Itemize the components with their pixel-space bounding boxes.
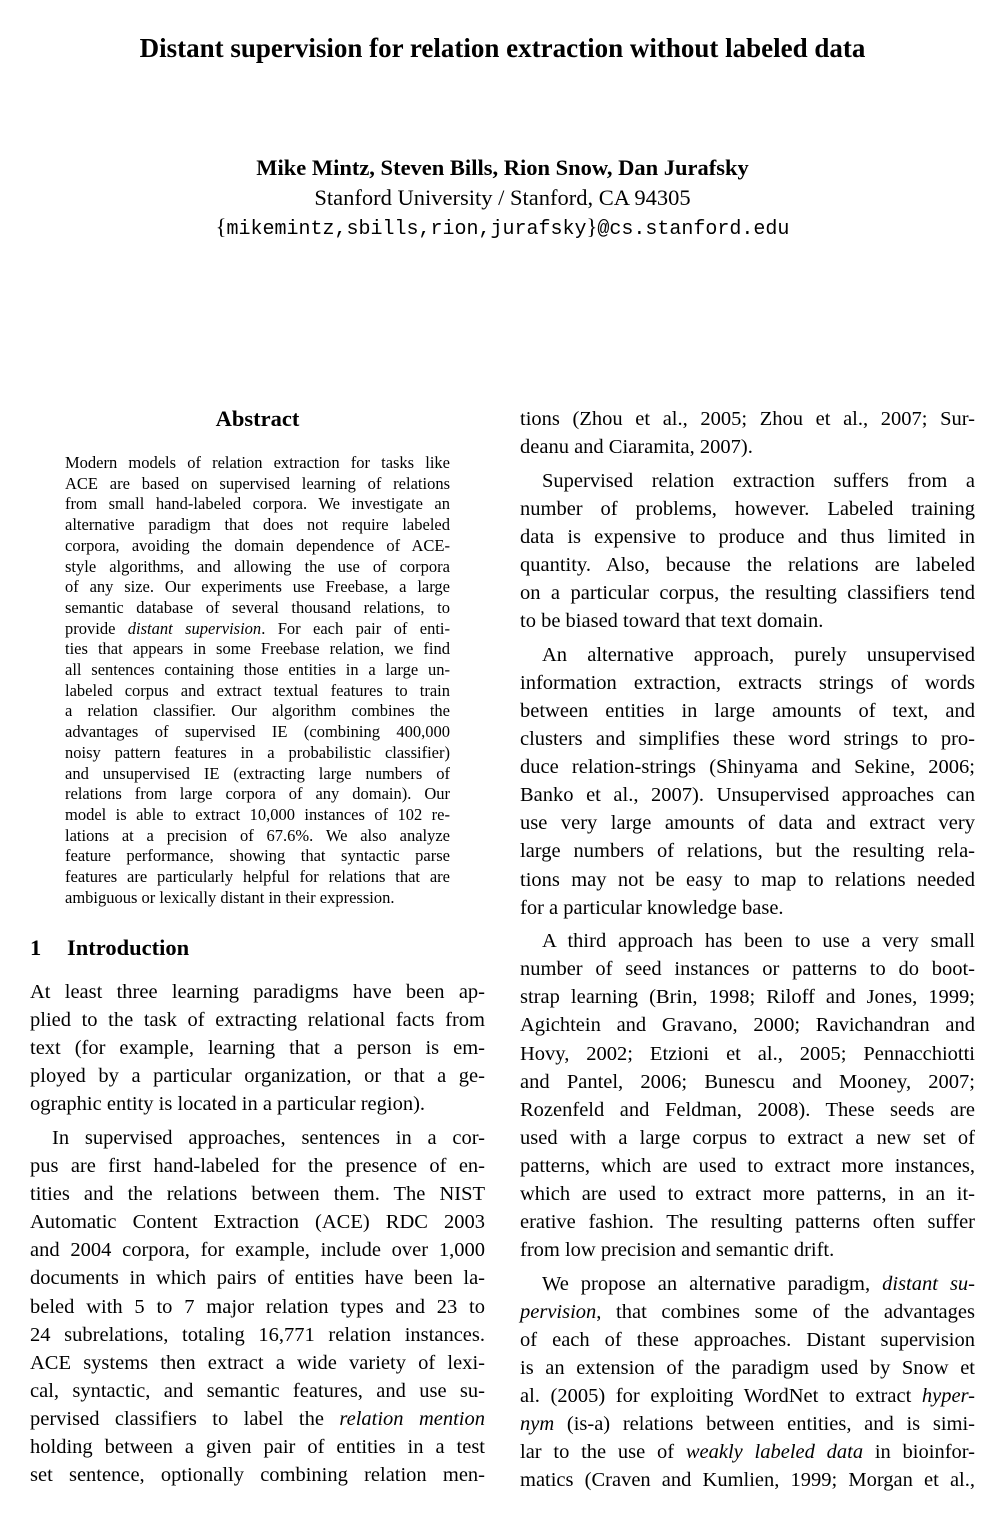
text-line: which are used to extract more patterns, in an it-: [520, 1183, 975, 1206]
abstract-line: provide distant supervision. For each pair of enti-: [65, 618, 450, 638]
text-line: holding between a given pair of entities in a test: [30, 1436, 485, 1458]
text-line: ographic entity is located in a particular region).: [30, 1093, 426, 1116]
right-column-text: [520, 405, 975, 1495]
abstract-line: alternative paradigm that does not require labeled: [65, 515, 450, 535]
abstract-line: from small hand-labeled corpora. We investigate an: [65, 494, 450, 514]
paragraph: [520, 641, 975, 922]
section-title: Introduction: [67, 935, 190, 960]
abstract-line: all sentences containing those entities in a large un-: [65, 660, 450, 680]
email-domain: @cs.stanford.edu: [597, 218, 790, 241]
text-line: and Pantel, 2006; Bunescu and Mooney, 2007;: [520, 1070, 975, 1093]
text-line: ACE systems then extract a wide variety of lexi-: [30, 1351, 485, 1374]
text-line: al. (2005) for exploiting WordNet to extract hyper-: [520, 1385, 975, 1408]
text-line: patterns, which are used to extract more instances,: [520, 1154, 975, 1177]
email-brace-open: {: [215, 214, 227, 239]
abstract-line: ties that appears in some Freebase relation, we find: [65, 639, 450, 659]
author-emails: [0, 212, 1005, 245]
text-line: is an extension of the paradigm used by Snow et: [520, 1357, 975, 1380]
abstract-line: model is able to extract 10,000 instances of 102 re-: [65, 804, 450, 824]
text-line: and 2004 corpora, for example, include over 1,000: [30, 1239, 485, 1262]
text-line: clusters and simplifies these word strings to pro-: [520, 728, 975, 751]
text-line: documents in which pairs of entities have been la-: [30, 1267, 485, 1290]
text-line: lar to the use of weakly labeled data in bioinfor-: [520, 1441, 976, 1464]
text-line: Hovy, 2002; Etzioni et al., 2005; Pennacchiotti: [520, 1042, 975, 1065]
text-line: We propose an alternative paradigm, distant su-: [542, 1272, 975, 1295]
abstract-line: Modern models of relation extraction for tasks like: [65, 453, 450, 472]
paragraph: [520, 467, 975, 636]
text-line: text (for example, learning that a person is em-: [30, 1037, 485, 1060]
text-line: large numbers of relations, but the resulting rela-: [520, 840, 975, 863]
text-line: pervised classifiers to label the relation mention: [30, 1407, 485, 1430]
abstract-line: and unsupervised IE (extracting large numbers of: [65, 763, 450, 783]
abstract-line: labeled corpus and extract textual features to train: [65, 680, 450, 700]
text-line: data is expensive to produce and thus limited in: [520, 525, 975, 548]
text-line: In supervised approaches, sentences in a cor-: [52, 1126, 485, 1149]
abstract-line: semantic database of several thousand relations, to: [65, 597, 450, 617]
text-line: Automatic Content Extraction (ACE) RDC 2003: [30, 1211, 485, 1234]
paragraph: [30, 1124, 485, 1489]
email-usernames: mikemintz,sbills,rion,jurafsky: [226, 218, 587, 241]
abstract-line: ambiguous or lexically distant in their expression.: [65, 887, 395, 907]
section-number: 1: [30, 935, 42, 960]
text-line: information extraction, extracts strings of words: [520, 671, 975, 694]
abstract-line: feature performance, showing that syntactic parse: [65, 846, 450, 866]
abstract-line: relations from large corpora of any domain). Our: [65, 784, 450, 804]
paragraph: [520, 1270, 975, 1495]
abstract-line: features are particularly helpful for relations that are: [65, 867, 450, 887]
text-line: ployed by a particular organization, or that a ge-: [30, 1065, 485, 1088]
abstract-body: [65, 453, 450, 908]
abstract-line: of any size. Our experiments use Freebase, a large: [65, 577, 450, 597]
left-column-text: [30, 978, 485, 1489]
text-line: matics (Craven and Kumlien, 1999; Morgan et al.,: [520, 1469, 975, 1492]
text-line: cal, syntactic, and semantic features, and use su-: [30, 1379, 485, 1402]
text-line: between entities in large amounts of text, and: [520, 699, 975, 722]
text-line: used with a large corpus to extract a new set of: [520, 1126, 975, 1149]
text-line: At least three learning paradigms have been ap-: [30, 981, 485, 1003]
text-line: plied to the task of extracting relational facts from: [30, 1009, 485, 1032]
text-line: Supervised relation extraction suffers from a: [542, 469, 975, 492]
paragraph: [520, 927, 975, 1264]
text-line: to be biased toward that text domain.: [520, 610, 824, 633]
text-line: tions (Zhou et al., 2005; Zhou et al., 2007; Sur-: [520, 408, 975, 430]
paragraph: [520, 405, 975, 461]
affiliation: Stanford University / Stanford, CA 94305: [314, 185, 691, 210]
text-line: erative fashion. The resulting patterns often suffer: [520, 1211, 975, 1234]
abstract-heading: Abstract: [215, 406, 300, 431]
text-line: use very large amounts of data and extract very: [520, 812, 975, 835]
text-line: 24 subrelations, totaling 16,771 relation instances.: [30, 1323, 485, 1346]
text-line: An alternative approach, purely unsupervised: [542, 643, 975, 666]
text-line: beled with 5 to 7 major relation types and 23 to: [30, 1295, 485, 1318]
abstract-line: noisy pattern features in a probabilistic classifier): [65, 742, 450, 762]
abstract-line: corpora, avoiding the domain dependence of ACE-: [65, 535, 450, 555]
abstract-line: a relation classifier. Our algorithm combines the: [65, 701, 450, 721]
text-line: set sentence, optionally combining relation men-: [30, 1464, 485, 1487]
text-line: pervision, that combines some of the advantages: [520, 1300, 975, 1323]
text-line: Rozenfeld and Feldman, 2008). These seeds are: [520, 1098, 975, 1121]
text-line: deanu and Ciaramita, 2007).: [520, 436, 753, 459]
abstract-line: ACE are based on supervised learning of relations: [65, 473, 450, 493]
abstract-line: lations at a precision of 67.6%. We also analyze: [65, 825, 450, 845]
text-line: on a particular corpus, the resulting classifiers tend: [520, 582, 975, 605]
text-line: A third approach has been to use a very small: [542, 930, 975, 953]
email-brace-close: }: [586, 214, 598, 239]
text-line: number of seed instances or patterns to do boot-: [520, 958, 975, 981]
text-line: Agichtein and Gravano, 2000; Ravichandran and: [520, 1014, 975, 1037]
author-list: Mike Mintz, Steven Bills, Rion Snow, Dan Jurafsky: [256, 155, 749, 180]
paragraph: [30, 978, 485, 1118]
text-line: duce relation-strings (Shinyama and Sekine, 2006;: [520, 756, 975, 779]
text-line: tions may not be easy to map to relations needed: [520, 868, 975, 891]
text-line: Banko et al., 2007). Unsupervised approaches can: [520, 784, 975, 807]
abstract-line: style algorithms, and allowing the use of corpora: [65, 556, 450, 576]
paper-title: Distant supervision for relation extraction without labeled data: [139, 33, 866, 63]
text-line: of each of these approaches. Distant supervision: [520, 1329, 975, 1351]
text-line: tities and the relations between them. The NIST: [30, 1183, 485, 1206]
abstract-line: advantages of supervised IE (combining 400,000: [65, 722, 450, 742]
text-line: nym (is-a) relations between entities, and is simi-: [520, 1413, 975, 1436]
text-line: number of problems, however. Labeled training: [520, 497, 975, 520]
text-line: from low precision and semantic drift.: [520, 1239, 835, 1262]
section-heading-introduction: [30, 932, 189, 964]
text-line: strap learning (Brin, 1998; Riloff and Jones, 1999;: [520, 986, 975, 1009]
text-line: for a particular knowledge base.: [520, 896, 784, 919]
text-line: quantity. Also, because the relations are labeled: [520, 553, 975, 576]
text-line: pus are first hand-labeled for the presence of en-: [30, 1155, 485, 1178]
